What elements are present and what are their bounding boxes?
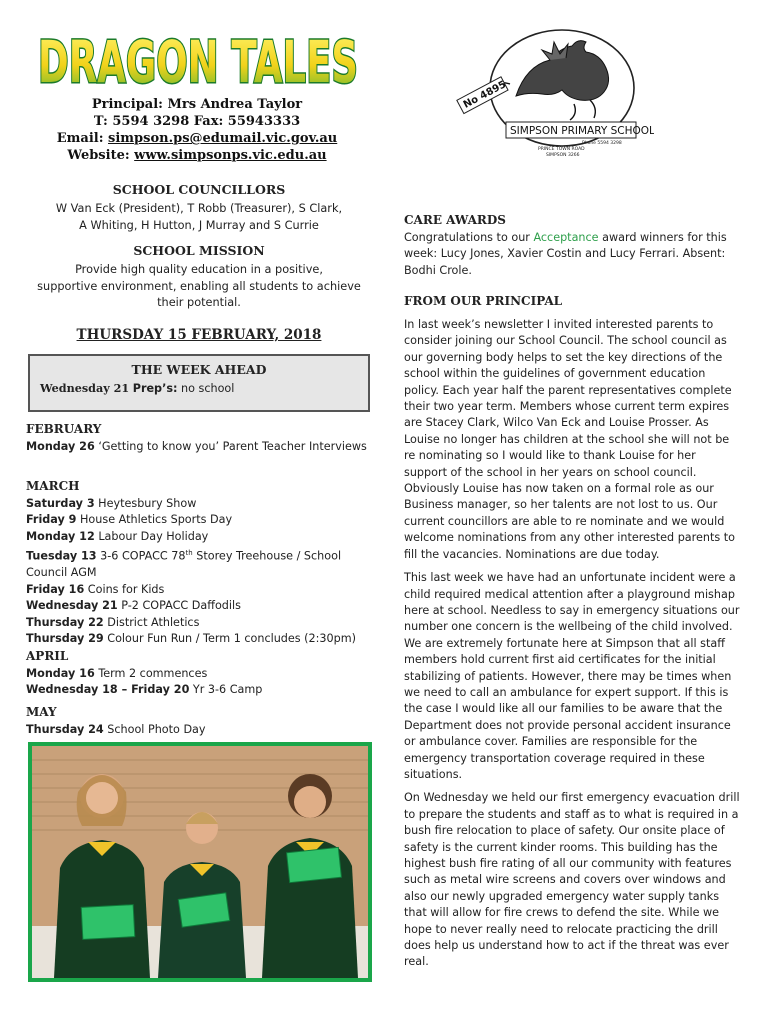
calendar-april	[26, 649, 372, 699]
issue-date: THURSDAY 15 FEBRUARY, 2018	[76, 327, 322, 343]
event-item	[26, 582, 372, 598]
principal-paragraph: On Wednesday we held our first emergency evacuation drill to prepare the students and staff as to what is required in a bush fire relocation to place of safety. Our onsite place of safety is the current kinder rooms. This building has the highest bush fire rating of all our community with features such as metal wire screens and covers over windows and also our newly upgraded emergency water supply tanks that will allow for fire crews to defend the site. While we hope to never really need to relocate practicing the drill does help us understand how to act if the threat was ever real.	[404, 791, 740, 969]
event-day: Thursday 22	[26, 615, 104, 629]
event-day: Thursday 29	[26, 631, 104, 645]
week-ahead-day: Wednesday 21	[40, 381, 130, 395]
event-text: Heytesbury Show	[94, 497, 197, 510]
mission-line-1: Provide high quality education in a positive,	[75, 263, 323, 276]
principal-paragraph: This last week we have had an unfortunate incident were a child required medical attention after a playground mishap here at school. Needless to say in emergency situations our number one concern is the wellbeing of the child involved. We are extremely fortunate here at Simpson that all staff members hold current first aid certificates for the initial stabilizing of patients. However, there may be times when we need to call an ambulance for expert support. If this is the case I would like all our families to be aware that the Department does not provide personal accident insurance or ambulance cover. Families are responsible for the emergency transportation coverage required in these situations.	[404, 571, 740, 781]
event-text: 3-6 COPACC 78	[96, 549, 186, 563]
mission-line-2: supportive environment, enabling all students to achieve	[37, 279, 361, 293]
event-text: Coins for Kids	[84, 582, 165, 596]
event-day: Friday 9	[26, 513, 77, 527]
principal-section	[404, 294, 742, 971]
event-text: School Photo Day	[103, 723, 206, 736]
event-item	[26, 615, 372, 631]
event-item	[26, 439, 372, 455]
councillors-line-2: A Whiting, H Hutton, J Murray and S Currie	[79, 218, 319, 232]
councillors-heading: SCHOOL COUNCILLORS	[112, 182, 286, 197]
principal-name: Principal: Mrs Andrea Taylor	[91, 97, 303, 112]
care-awards-section	[404, 213, 742, 279]
event-item	[26, 598, 372, 614]
principal-heading: FROM OUR PRINCIPAL	[404, 294, 563, 308]
event-item	[26, 722, 372, 738]
event-day: Wednesday 21	[26, 599, 118, 613]
event-text: P-2 COPACC Daffodils	[117, 599, 241, 613]
principal-paragraph: In last week’s newsletter I invited interested parents to consider joining our School Council. The school council as our governing body helps to set the key directions of the school within the guidelines of government education policy. Each year half the parent representatives complete their two year term. Members whose current term expires are Stacey Clark, Wilco Van Eck and Louise Prosser. As Louise no longer has children at the school she will not be re nominating so I would like to thank Louise for her support of the school in her years on school council. Obviously Louise has now taken on a formal role as our Business manager, so her talents are not lost to us. Our current councillors are able to re nominate and we would welcome nominations from any other interested parents to fill the vacancies. Nominations are due today.	[404, 318, 735, 561]
dragon-tales-logo	[34, 22, 364, 94]
event-day: Saturday 3	[26, 497, 95, 510]
week-ahead-item-text: no school	[177, 382, 235, 395]
school-crest-dragon	[454, 26, 654, 158]
crest-address-1: PRINCE TOWN ROAD	[538, 147, 585, 152]
calendar-february	[26, 422, 372, 455]
event-sup: th	[185, 549, 193, 558]
event-text: Colour Fun Run / Term 1 concludes (2:30pm)	[103, 631, 357, 645]
month-heading: MAY	[26, 705, 57, 719]
crest-school-name: SIMPSON PRIMARY SCHOOL	[510, 125, 654, 137]
week-ahead-item-bold: Prep’s:	[132, 382, 178, 395]
event-text: Labour Day Holiday	[94, 529, 209, 543]
event-day: Monday 12	[26, 529, 95, 543]
mission-line-3: their potential.	[157, 296, 241, 309]
care-awards-heading: CARE AWARDS	[404, 213, 506, 227]
event-day: Thursday 24	[26, 723, 104, 736]
event-item	[26, 545, 372, 582]
crest-phone: Phone 5594 3298	[582, 141, 622, 146]
phone-fax: T: 5594 3298 Fax: 55943333	[93, 114, 301, 129]
event-day: Tuesday 13	[26, 549, 97, 563]
event-day: Monday 16	[26, 667, 95, 680]
month-heading: APRIL	[26, 649, 69, 663]
website-link[interactable]: www.simpsonps.vic.edu.au	[134, 148, 327, 163]
event-text: Yr 3-6 Camp	[189, 683, 263, 697]
care-awards-text	[404, 230, 742, 279]
mission-heading: SCHOOL MISSION	[133, 243, 265, 258]
event-text: Term 2 commences	[94, 667, 208, 680]
acceptance-highlight: Acceptance	[533, 231, 599, 244]
crest-address-2: SIMPSON 3266	[546, 153, 580, 158]
event-item	[26, 666, 372, 682]
week-ahead-box	[28, 354, 370, 412]
event-item	[26, 512, 372, 528]
event-text: District Athletics	[103, 615, 200, 629]
event-item	[26, 631, 372, 647]
calendar-march	[26, 479, 372, 647]
event-item	[26, 529, 372, 545]
svg-text:DRAGON TALES: DRAGON TALES	[38, 28, 358, 94]
month-heading: MARCH	[26, 479, 80, 493]
event-text: Storey Treehouse / School Council AGM	[26, 549, 342, 580]
care-awards-text-b: award winners for this week: Lucy Jones, Xavier Costin and Lucy Ferrari. Absent: Bodhi Crole.	[404, 231, 727, 277]
councillors-line-1: W Van Eck (President), T Robb (Treasurer), S Clark,	[55, 202, 343, 215]
event-day: Wednesday 18 – Friday 20	[26, 683, 190, 697]
month-heading: FEBRUARY	[26, 422, 102, 436]
event-item	[26, 496, 372, 512]
award-winners-photo	[28, 742, 372, 982]
event-text: House Athletics Sports Day	[76, 513, 233, 527]
care-awards-text-a: Congratulations to our	[404, 231, 534, 244]
email-label: Email:	[56, 131, 109, 146]
calendar-may	[26, 705, 372, 738]
week-ahead-item	[40, 381, 368, 395]
event-day: Friday 16	[26, 582, 85, 596]
email-line	[30, 130, 364, 147]
website-line	[30, 147, 364, 164]
event-item	[26, 682, 372, 698]
contact-block	[30, 96, 364, 164]
email-link[interactable]: simpson.ps@edumail.vic.gov.au	[108, 131, 338, 146]
website-label: Website:	[67, 148, 135, 163]
councillors-section	[26, 182, 372, 234]
event-day: Monday 26	[26, 440, 95, 453]
week-ahead-title: THE WEEK AHEAD	[131, 362, 267, 377]
event-text: ‘Getting to know you’ Parent Teacher Interviews	[94, 440, 367, 453]
crest-number: No 4895	[461, 79, 509, 111]
mission-section	[26, 243, 372, 312]
